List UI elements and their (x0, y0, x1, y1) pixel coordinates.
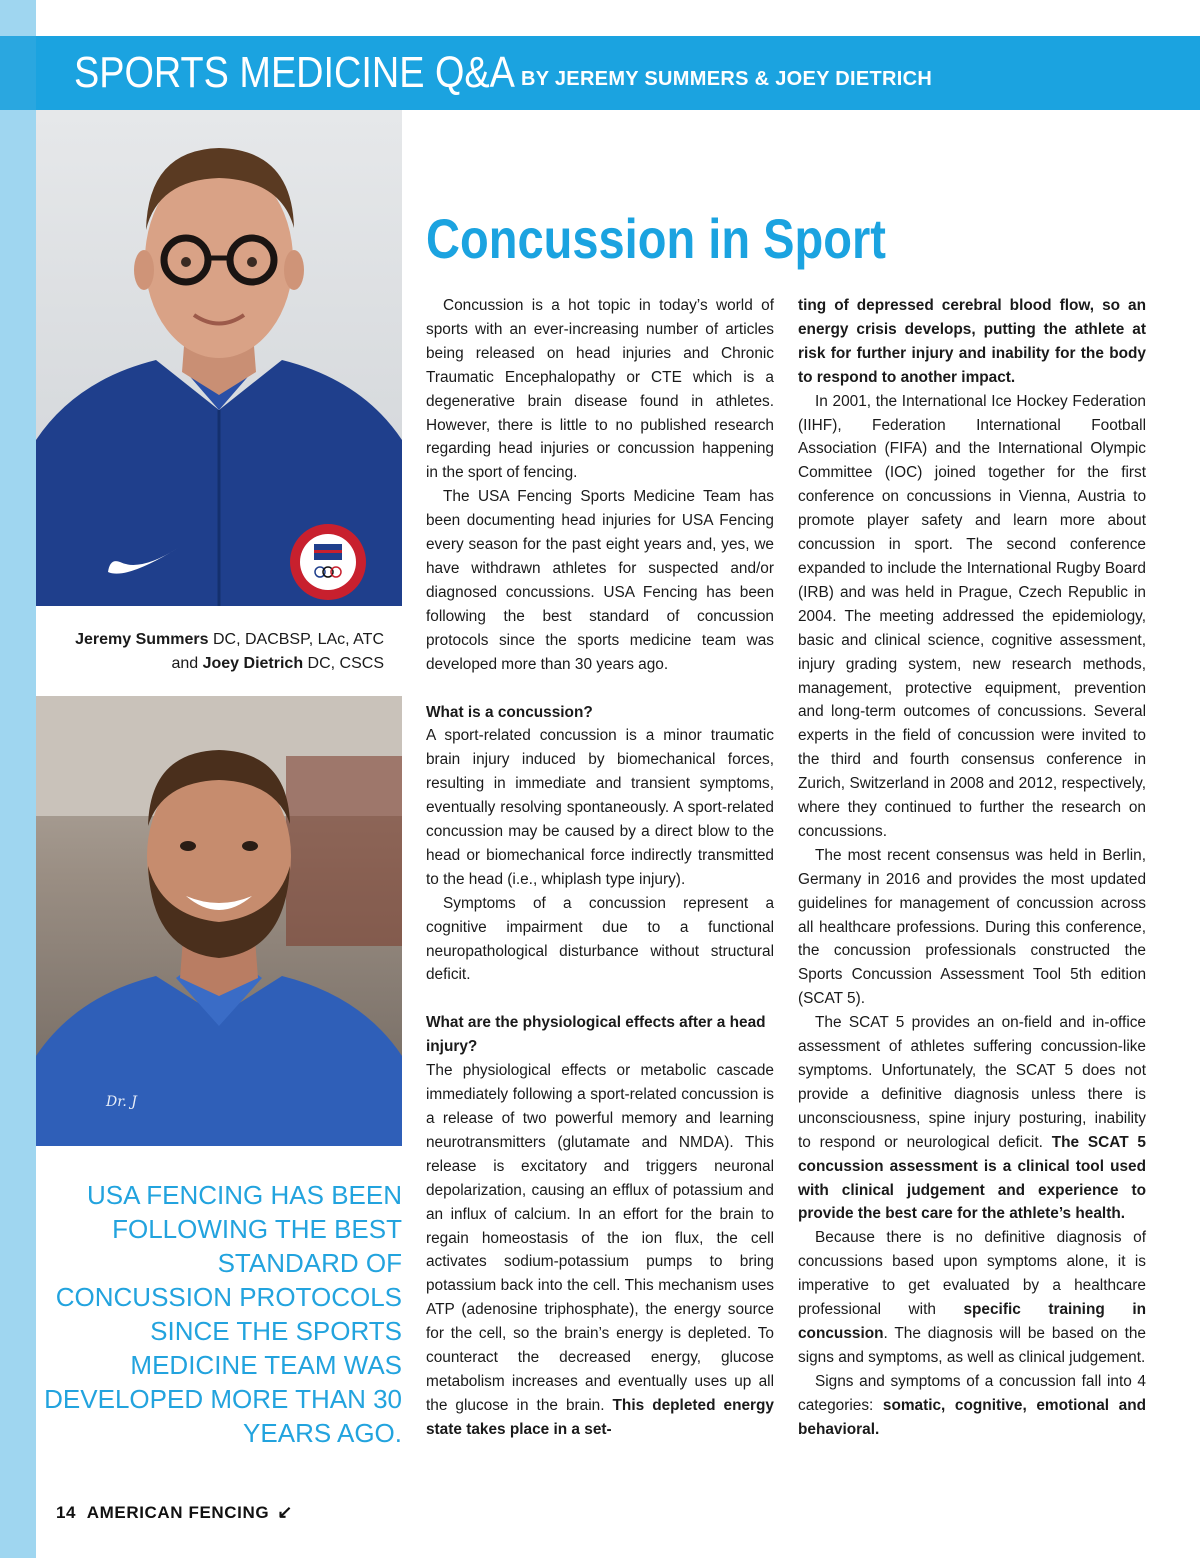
paragraph: Symptoms of a concussion represent a cognitive impairment due to a functional neuropathological disturbance without structural deficit. (426, 894, 774, 984)
caption-and: and (171, 655, 203, 672)
paragraph-emphasis: specific training in concussion (798, 1301, 1146, 1342)
pull-quote: USA FENCING HAS BEEN FOLLOWING THE BEST STANDARD OF CONCUSSION PROTOCOLS SINCE THE SPORTS MEDICINE TEAM WAS DEVELOPED MORE THAN 30 YEARS AGO. (44, 1180, 402, 1448)
paragraph: In 2001, the International Ice Hockey Federation (IIHF), Federation International Football Association (FIFA) and the International Olympic Committee (IOC) joined together for the first conference on concussions in Vienna, Austria to promote player safety and learn more about concussion in sport. The second conference expanded to include the International Rugby Board (IRB) and was held in Prague, Czech Republic in 2004. The meeting addressed the epidemiology, basic and clinical science, cognitive assessment, injury grading system, new research methods, management, protective equipment, prevention and long-term outcomes of concussions. Several experts in the field of concussion were invited to the third and fourth consensus conference in Zurich, Switzerland in 2008 and 2012, respectively, where they continued to further the research on concussions. (798, 392, 1146, 840)
author-photo-joey-dietrich (36, 696, 402, 1146)
author-caption (40, 628, 384, 676)
author-credentials-2: DC, CSCS (303, 655, 384, 672)
subheading: What is a concussion? (426, 703, 593, 721)
paragraph: A sport-related concussion is a minor traumatic brain injury induced by biomechanical forces, resulting in immediate and transient symptoms, eventually resolving spontaneously. A sport-related concussion may be caused by a direct blow to the head or biomechanical force indirectly transmitted to the head (i.e., whiplash type injury). (426, 727, 774, 888)
paragraph (426, 1059, 774, 1442)
author-name-1: Jeremy Summers (75, 631, 209, 648)
article-column-2 (798, 294, 1146, 1442)
arrow-down-left-icon: ↙ (277, 1502, 293, 1522)
page-number: 14 (56, 1503, 77, 1522)
paragraph-text: Signs and symptoms of a concussion fall into 4 categories: (798, 1372, 1146, 1414)
paragraph (798, 1370, 1146, 1442)
paragraph-text: The physiological effects or metabolic cascade immediately following a sport-related concussion is a release of two powerful memory and learning neurotransmitters (glutamate and NMDA). This release is excitatory and triggers neuronal depolarization, causing an efflux of potassium and an influx of calcium. In an effort for the brain to regain homeostasis of the ion flux, the cell activates sodium-potassium pumps to bring potassium back into the cell. This mechanism uses ATP (adenosine triphosphate), the energy source for the cell, so the brain’s energy is depleted. To counteract the decreased energy, glucose metabolism increases and eventually uses up all the glucose in the brain. (426, 1062, 774, 1414)
paragraph-text: Because there is no definitive diagnosis of concussions based upon symptoms alone, it is imperative to get evaluated by a healthcare professional with (798, 1229, 1146, 1319)
section-title: SPORTS MEDICINE Q&A (74, 48, 515, 97)
article-title: Concussion in Sport (426, 207, 886, 270)
paragraph-emphasis: This depleted energy state takes place in a set- (426, 1396, 774, 1438)
paragraph-emphasis: The SCAT 5 concussion assessment is a clinical tool used with clinical judgement and experience to provide the best care for the athlete’s health. (798, 1133, 1146, 1223)
byline: BY JEREMY SUMMERS & JOEY DIETRICH (521, 68, 933, 90)
side-accent-notch (0, 36, 36, 110)
paragraph: The most recent consensus was held in Berlin, Germany in 2016 and provides the most updated guidelines for management of concussion across all healthcare professions. During this conference, the concussion professionals constructed the Sports Concussion Assessment Tool 5th edition (SCAT 5). (798, 846, 1146, 1008)
publication-name: AMERICAN FENCING (86, 1503, 270, 1522)
subheading: What are the physiological effects after a head injury? (426, 1014, 766, 1056)
author-credentials-1: DC, DACBSP, LAc, ATC (208, 631, 384, 648)
paragraph: Concussion is a hot topic in today’s world of sports with an ever-increasing number of articles being released on head injuries and Chronic Traumatic Encephalopathy or CTE which is a degenerative brain disease found in athletes. However, there is little to no published research regarding head injuries or concussion happening in the sport of fencing. (426, 297, 774, 482)
author-name-2: Joey Dietrich (202, 655, 304, 672)
paragraph-emphasis: ting of depressed cerebral blood flow, so an energy crisis develops, putting the athlete at risk for further injury and inability for the body to respond to another impact. (798, 297, 1146, 386)
paragraph-emphasis: somatic, cognitive, emotional and behavioral. (798, 1396, 1147, 1438)
page-footer (56, 1502, 293, 1523)
paragraph-text: . The diagnosis will be based on the signs and symptoms, as well as clinical judgement. (798, 1324, 1146, 1366)
article-column-1 (426, 294, 774, 1442)
paragraph (798, 1011, 1146, 1226)
section-header (36, 36, 1200, 110)
paragraph-text: The SCAT 5 provides an on-field and in-office assessment of athletes suffering concussion-like symptoms. Unfortunately, the SCAT 5 does not provide a definitive diagnosis unless there is unconsciousness, spine injury posturing, inability to respond or neurological deficit. (798, 1014, 1146, 1151)
svg-text:Dr. J: Dr. J (106, 1094, 137, 1110)
paragraph (798, 294, 1146, 390)
author-photo-jeremy-summers (36, 110, 402, 606)
paragraph: The USA Fencing Sports Medicine Team has been documenting head injuries for USA Fencing every season for the past eight years and, yes, we have withdrawn athletes for suspected and/or diagnosed concussions. USA Fencing has been following the best standard of concussion protocols since the sports medicine team was developed more than 30 years ago. (426, 488, 774, 673)
portrait-illustration-1 (36, 110, 402, 606)
paragraph (798, 1226, 1146, 1369)
side-accent-bar (0, 0, 36, 1558)
portrait-illustration-2 (36, 696, 402, 1146)
